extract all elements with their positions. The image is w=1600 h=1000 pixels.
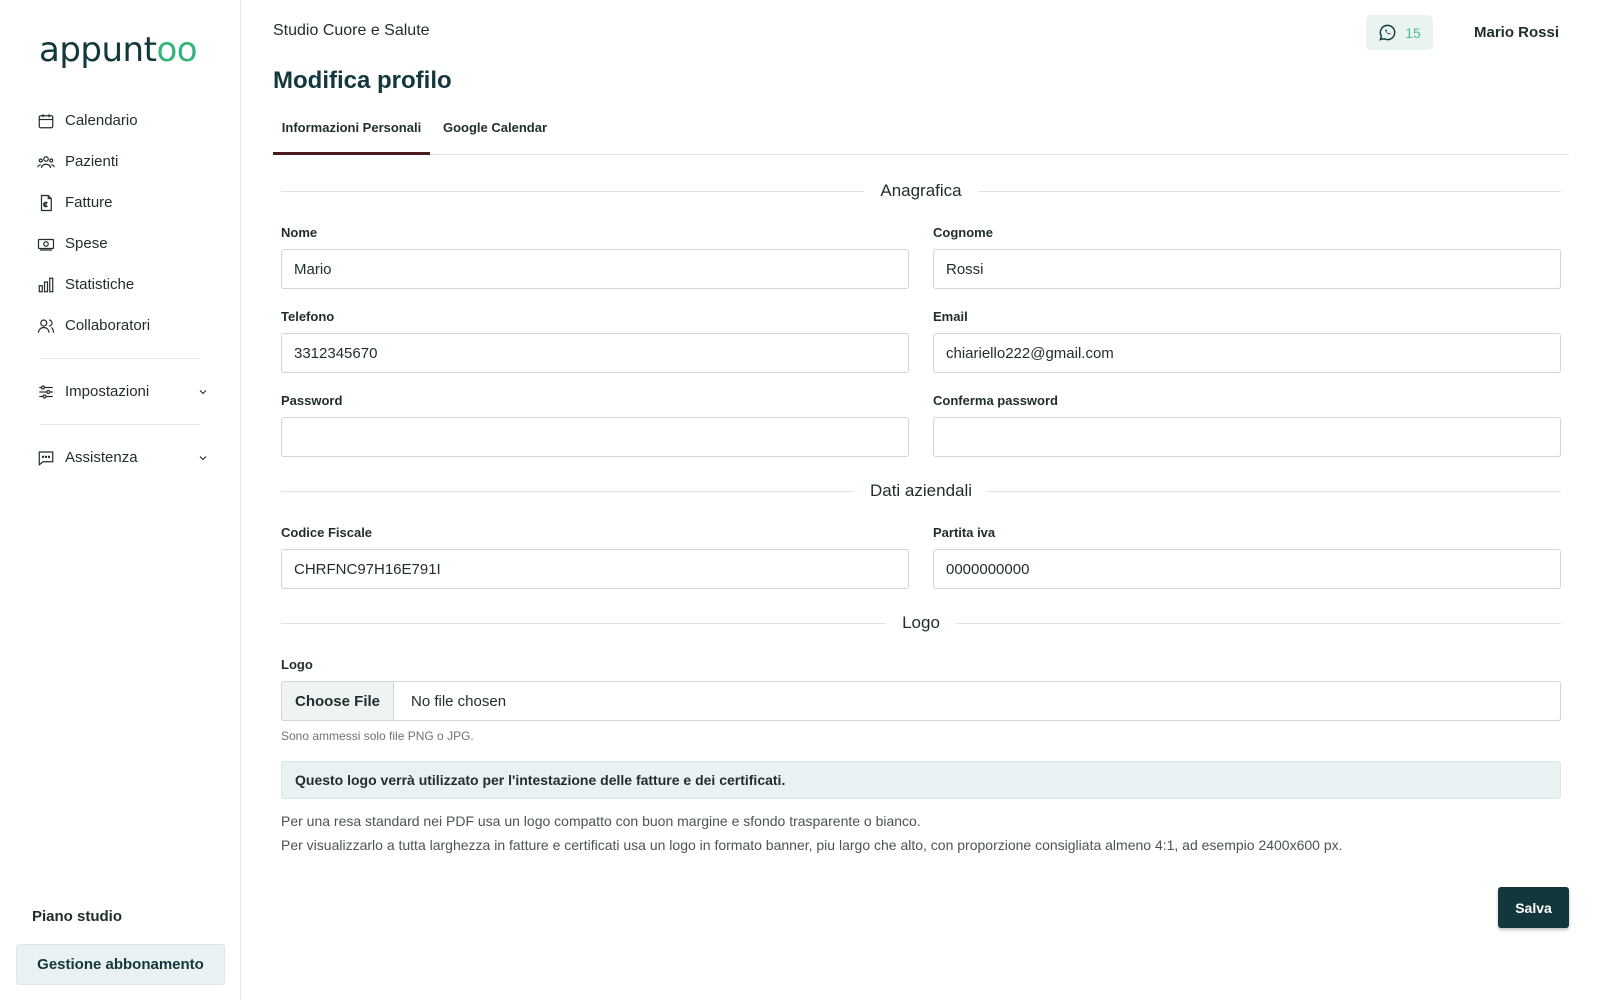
page-title: Modifica profilo xyxy=(273,67,452,94)
sidebar-item-spese[interactable] xyxy=(36,223,211,264)
manage-subscription-button[interactable]: Gestione abbonamento xyxy=(16,944,225,985)
sidebar-item-label: Statistiche xyxy=(65,276,135,293)
save-button[interactable]: Salva xyxy=(1498,887,1569,928)
profile-tabs xyxy=(273,110,1569,155)
section-title: Dati aziendali xyxy=(869,481,973,500)
nome-label: Nome xyxy=(281,225,318,240)
plan-title: Piano studio xyxy=(32,908,122,925)
whatsapp-badge[interactable] xyxy=(1366,15,1433,50)
calendar-icon xyxy=(36,111,56,131)
sidebar-item-fatture[interactable] xyxy=(36,182,211,223)
logo-info-box: Questo logo verrà utilizzato per l'intestazione delle fatture e dei certificati. xyxy=(281,761,1561,799)
logo-file-input[interactable] xyxy=(281,681,1561,721)
file-status: No file chosen xyxy=(411,692,507,710)
nav-divider xyxy=(40,424,200,425)
tab-google-calendar[interactable]: Google Calendar xyxy=(443,120,548,135)
sidebar-item-statistiche[interactable] xyxy=(36,264,211,305)
chevron-down-icon xyxy=(197,385,211,399)
codice-fiscale-label: Codice Fiscale xyxy=(281,525,373,540)
password-label: Password xyxy=(281,393,343,408)
telefono-label: Telefono xyxy=(281,309,335,324)
studio-name: Studio Cuore e Salute xyxy=(273,22,430,39)
users-icon xyxy=(36,152,56,172)
invoice-icon xyxy=(36,193,56,213)
sidebar-item-label: Assistenza xyxy=(65,449,138,466)
sidebar-nav xyxy=(36,100,211,478)
nome-input[interactable]: Mario xyxy=(281,249,909,289)
codice-fiscale-input[interactable]: CHRFNC97H16E791I xyxy=(281,549,909,589)
file-hint: Sono ammessi solo file PNG o JPG. xyxy=(281,729,474,743)
sidebar xyxy=(0,0,241,1000)
app-logo[interactable]: appuntoo xyxy=(39,30,198,70)
sidebar-item-label: Calendario xyxy=(65,112,138,129)
sidebar-item-collaboratori[interactable] xyxy=(36,305,211,346)
section-logo xyxy=(281,613,1561,633)
user-menu[interactable]: Mario Rossi xyxy=(1474,24,1560,41)
section-title: Logo xyxy=(902,613,940,632)
tab-informazioni-personali[interactable]: Informazioni Personali xyxy=(273,120,430,155)
confirm-password-input[interactable] xyxy=(933,417,1561,457)
chat-icon xyxy=(36,448,56,468)
sidebar-item-pazienti[interactable] xyxy=(36,141,211,182)
bar-chart-icon xyxy=(36,275,56,295)
partita-iva-label: Partita iva xyxy=(933,525,996,540)
section-anagrafica xyxy=(281,181,1561,201)
nav-divider xyxy=(40,358,200,359)
sidebar-item-label: Collaboratori xyxy=(65,317,151,334)
logo-label: Logo xyxy=(281,657,313,672)
sidebar-item-label: Pazienti xyxy=(65,153,119,170)
sidebar-item-label: Spese xyxy=(65,235,108,252)
telefono-input[interactable]: 3312345670 xyxy=(281,333,909,373)
whatsapp-icon xyxy=(1378,23,1397,42)
cognome-input[interactable]: Rossi xyxy=(933,249,1561,289)
partita-iva-input[interactable]: 0000000000 xyxy=(933,549,1561,589)
sidebar-item-assistenza[interactable] xyxy=(36,437,211,478)
sidebar-item-label: Impostazioni xyxy=(65,383,150,400)
banknote-icon xyxy=(36,234,56,254)
cognome-label: Cognome xyxy=(933,225,993,240)
chevron-down-icon xyxy=(197,451,211,465)
password-input[interactable] xyxy=(281,417,909,457)
choose-file-button[interactable]: Choose File xyxy=(282,682,394,720)
section-title: Anagrafica xyxy=(880,181,962,200)
email-label: Email xyxy=(933,309,968,324)
sidebar-item-calendario[interactable] xyxy=(36,100,211,141)
logo-note-standard: Per una resa standard nei PDF usa un logo compatto con buon margine e sfondo trasparente o bianco. xyxy=(281,813,921,829)
confirm-password-label: Conferma password xyxy=(933,393,1058,408)
sidebar-item-label: Fatture xyxy=(65,194,113,211)
section-dati-aziendali xyxy=(281,481,1561,501)
sidebar-item-impostazioni[interactable] xyxy=(36,371,211,412)
logo-note-banner: Per visualizzarlo a tutta larghezza in fatture e certificati usa un logo in formato banner, piu largo che alto, con proporzione consigliata almeno 4:1, ad esempio 2400x600 px. xyxy=(281,837,1343,853)
email-input[interactable]: chiariello222@gmail.com xyxy=(933,333,1561,373)
sliders-icon xyxy=(36,382,56,402)
whatsapp-count: 15 xyxy=(1405,24,1421,41)
collaborators-icon xyxy=(36,316,56,336)
